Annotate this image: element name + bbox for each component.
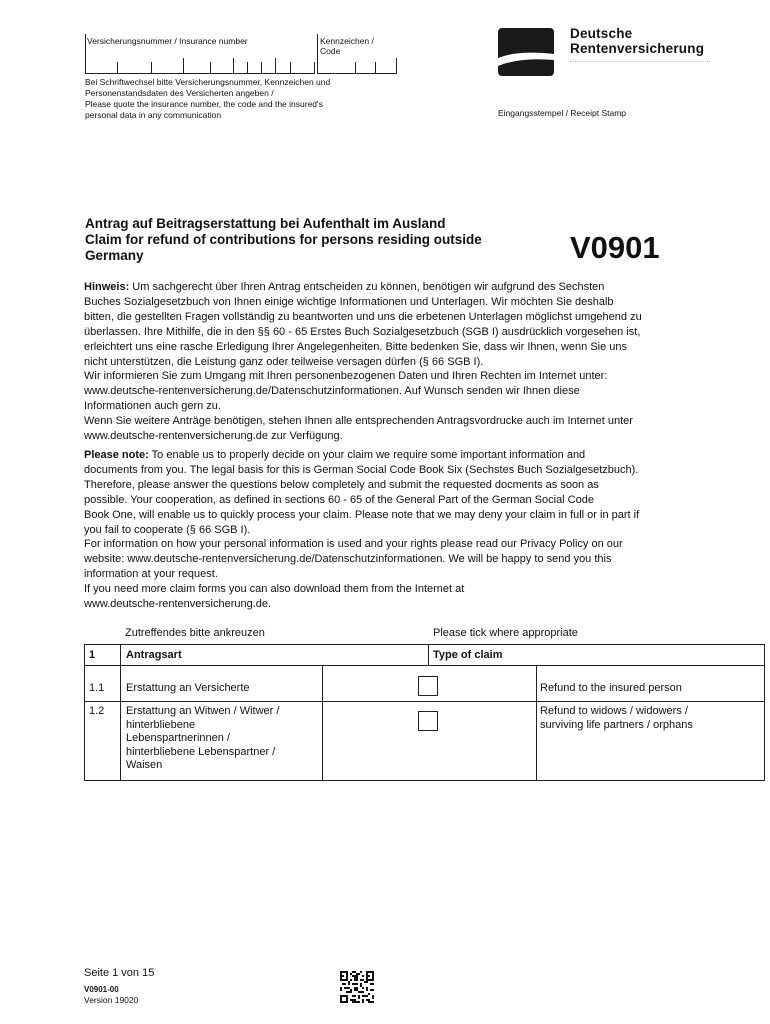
claim-type-table bbox=[84, 644, 765, 781]
form-code: V0901 bbox=[570, 230, 660, 265]
qr-code-icon bbox=[340, 971, 374, 1003]
insurance-number-label: Versicherungsnummer / Insurance number bbox=[87, 36, 248, 46]
section-number: 1 bbox=[89, 649, 96, 661]
option-label-english: Refund to the insured person bbox=[540, 682, 682, 694]
refund-insured-checkbox[interactable] bbox=[418, 676, 438, 696]
form-id: V0901-00 bbox=[84, 985, 119, 994]
tick-instruction-english: Please tick where appropriate bbox=[433, 627, 578, 639]
insurance-number-field[interactable] bbox=[85, 34, 315, 74]
form-title: Antrag auf Beitragserstattung bei Aufenthalt im Ausland Claim for refund of contributions for persons residing outside Germany bbox=[85, 216, 482, 263]
option-label-german: Erstattung an Witwen / Witwer / hinterbliebene Lebenspartnerinnen / hinterbliebene Lebenspartner / Waisen bbox=[126, 705, 280, 771]
option-label-english: Refund to widows / widowers / surviving life partners / orphans bbox=[540, 705, 693, 731]
code-label: Kennzeichen / Code bbox=[320, 36, 374, 56]
note-english: Please note: To enable us to properly decide on your claim we require some important information and documents from you. The legal basis for this is German Social Code Book Six (Sechstes Buch Sozialgesetzbuch). Therefore, please answer the questions below completely and submit the requested docments as soon as possible. Your cooperation, as defined in sections 60 - 65 of the General Part of the German Social Code Book One, will enable us to quickly process your claim. Please note that we may deny your claim in full or in part if you fail to cooperate (§ 66 SGB I). For information on how your personal information is used and your rights please read our Privacy Policy on our website: www.deutsche-rentenversicherung.de/Datenschutzinformationen. We will be happy to send you this information at your request. If you need more claim forms you can also download them from the Internet at www.deutsche-rentenversicherung.de. bbox=[84, 449, 640, 611]
note-german: Hinweis: Um sachgerecht über Ihren Antrag entscheiden zu können, benötigen wir aufgrund des Sechsten Buches Sozialgesetzbuch von Ihnen einige wichtige Informationen und Unterlagen. Wir möchten Sie deshalb bitten, die gestellten Fragen vollständig zu beantworten und uns die erbetenen Unterlagen möglichst umgehend zu überlassen. Ihre Mithilfe, die in den §§ 60 - 65 Erstes Buch Sozialgesetzbuch (SGB I) ausdrücklich vorgesehen ist, erleichtert uns eine rasche Erledigung Ihrer Angelegenheiten. Bitte bedenken Sie, dass wir Ihnen, wenn Sie uns nicht unterstützen, die Leistung ganz oder teilweise versagen dürfen (§ 66 SGB I). Wir informieren Sie zum Umgang mit Ihren personenbezogenen Daten und Ihren Rechten im Internet unter: www.deutsche-rentenversicherung.de/Datenschutzinformationen. Auf Wunsch senden wir Ihnen diese Informationen auch gern zu. Wenn Sie weitere Anträge benötigen, stehen Ihnen alle entsprechenden Antragsvordrucke auch im Internet unter www.deutsche-rentenversicherung.de zur Verfügung. bbox=[84, 281, 642, 443]
row-number: 1.1 bbox=[89, 682, 105, 694]
deutsche-rentenversicherung-logo-icon bbox=[498, 28, 554, 76]
quote-insurance-note: Bei Schriftwechsel bitte Versicherungsnummer, Kennzeichen und Personenstandsdaten des Versicherten angeben / Please quote the insurance number, the code and the insured's personal data in any communication bbox=[85, 77, 331, 120]
section-title-english: Type of claim bbox=[433, 649, 503, 661]
refund-survivors-checkbox[interactable] bbox=[418, 711, 438, 731]
row-number: 1.2 bbox=[89, 705, 105, 717]
code-field[interactable] bbox=[317, 34, 397, 74]
logo-divider bbox=[570, 61, 710, 62]
option-label-german: Erstattung an Versicherte bbox=[126, 682, 250, 694]
receipt-stamp-label: Eingangsstempel / Receipt Stamp bbox=[498, 108, 627, 118]
logo-wordmark: Deutsche Rentenversicherung bbox=[570, 26, 705, 56]
form-version: Version 19020 bbox=[84, 995, 139, 1005]
section-title-german: Antragsart bbox=[126, 649, 182, 661]
tick-instruction-german: Zutreffendes bitte ankreuzen bbox=[125, 627, 265, 639]
page-number: Seite 1 von 15 bbox=[84, 967, 155, 979]
